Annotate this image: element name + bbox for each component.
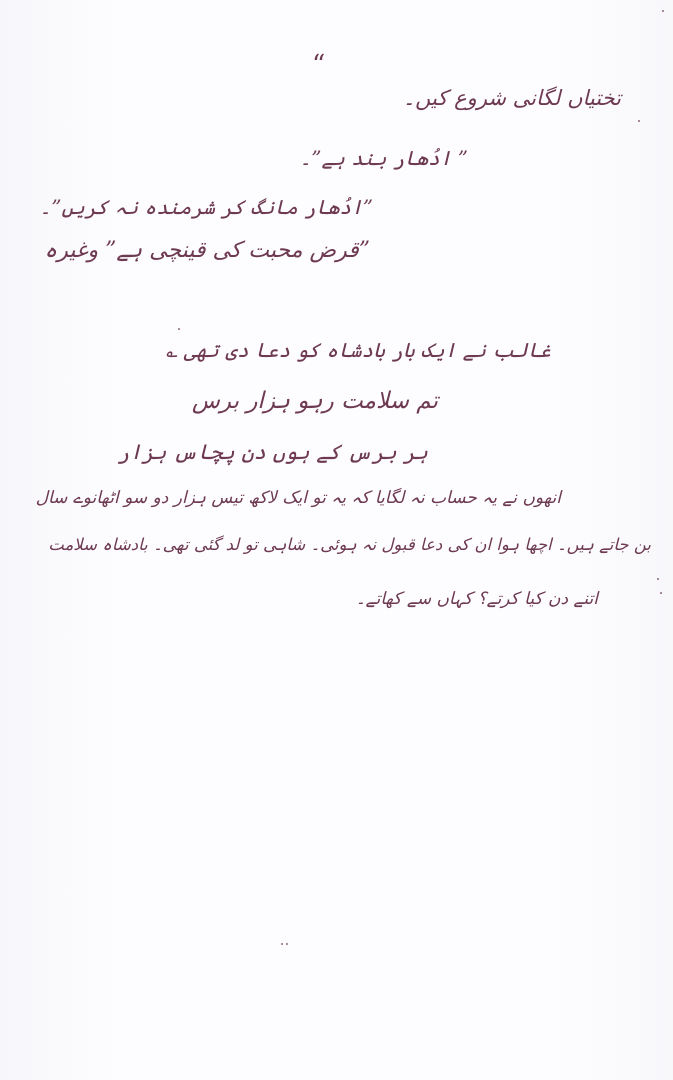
verse-line-1: تم سلامت رہو ہزار برس xyxy=(191,388,438,414)
speck xyxy=(638,120,640,122)
line-1-2: ” ادُھار بند ہے”۔ xyxy=(299,146,468,170)
verse-line-2: ہر برس کے ہوں دن پچاس ہزار xyxy=(117,440,428,464)
line-1-4: ”قرض محبت کی قینچی ہے” وغیرہ xyxy=(44,238,370,263)
speck xyxy=(281,943,283,945)
line-1-3: ”ادُھار مانگ کر شرمندہ نہ کریں”۔ xyxy=(39,195,373,219)
line-1-1: تختیاں لگانی شروع کیں۔ xyxy=(402,86,621,110)
speck xyxy=(662,10,664,12)
speck xyxy=(286,943,288,945)
line-2-5: بن جاتے ہیں۔ اچھا ہوا ان کی دعا قبول نہ ہوئی۔ شاہی تو لد گئی تھی۔ بادشاہ سلامت xyxy=(48,535,651,554)
line-2-1: غالب نے ایک بار بادشاہ کو دعا دی تھی ؎ xyxy=(165,338,551,362)
speck xyxy=(657,578,659,580)
speck xyxy=(178,328,180,330)
line-2-6: اتنے دن کیا کرتے؟ کہاں سے کھاتے۔ xyxy=(355,589,598,609)
quote-mark: “ xyxy=(312,50,326,80)
speck xyxy=(660,592,662,594)
line-2-4: انھوں نے یہ حساب نہ لگایا کہ یہ تو ایک لاکھ تیس ہزار دو سو اٹھانوے سال xyxy=(35,488,561,508)
